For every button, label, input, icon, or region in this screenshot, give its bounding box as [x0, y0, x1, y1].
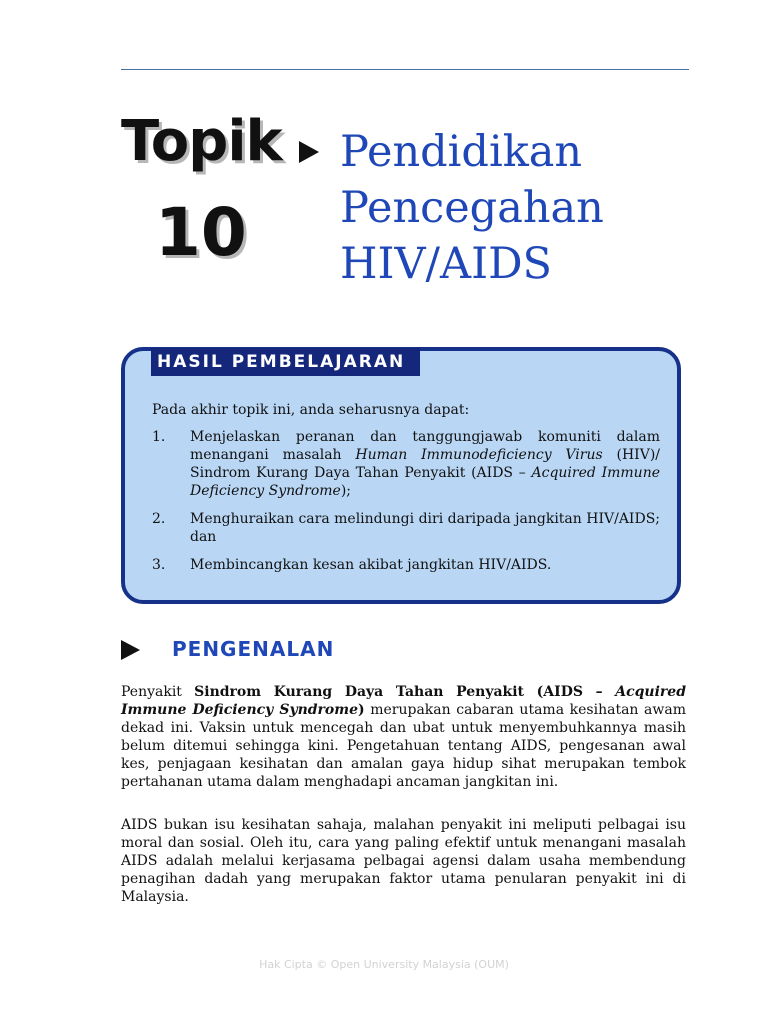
- outcome-text: Membincangkan kesan akibat jangkitan HIV/AIDS.: [190, 557, 552, 573]
- section-arrow-icon: [121, 640, 140, 660]
- outcome-item: [152, 510, 660, 546]
- outcome-item: [152, 428, 660, 500]
- outcome-text: Menjelaskan peranan dan tanggungjawab komuniti dalam menangani masalah: [190, 429, 660, 463]
- outcome-number: 1.: [152, 429, 166, 445]
- outcome-number: 2.: [152, 511, 166, 527]
- page-title: [340, 124, 740, 292]
- outcome-term-italic: Acquired Immune Deficiency Syndrome: [190, 465, 660, 499]
- outcome-text: (HIV)/ Sindrom Kurang Daya Tahan Penyakit (AIDS –: [190, 447, 660, 481]
- intro-paragraph-1: [121, 683, 686, 791]
- para1-lead: Penyakit: [121, 684, 195, 700]
- topic-number: 10: [155, 194, 247, 271]
- learning-outcomes-intro: Pada akhir topik ini, anda seharusnya dapat:: [152, 402, 470, 418]
- para1-bold-italic-term: Acquired Immune Deficiency Syndrome: [121, 684, 686, 718]
- title-line-2: Pencegahan: [340, 183, 604, 233]
- title-line-3: HIV/AIDS: [340, 239, 552, 289]
- outcome-item: [152, 556, 660, 574]
- para1-bold-close: ): [357, 702, 365, 718]
- outcome-number: 3.: [152, 557, 166, 573]
- title-arrow-icon: [299, 141, 319, 163]
- para1-body: merupakan cabaran utama kesihatan awam dekad ini. Vaksin untuk mencegah dan ubat untuk menyembuhkannya masih belum ditemui sehingga kini. Pengetahuan tentang AIDS, pengesanan awal kes, penjagaan kesihatan dan amalan gaya hidup sihat merupakan tembok pertahanan utama dalam menghadapi ancaman jangkitan ini.: [121, 702, 686, 790]
- outcome-text: Menghuraikan cara melindungi diri daripada jangkitan HIV/AIDS; dan: [190, 511, 660, 545]
- learning-outcomes-heading: HASIL PEMBELAJARAN: [151, 348, 420, 376]
- outcome-text: );: [340, 483, 352, 499]
- learning-outcomes-list: [152, 428, 660, 584]
- intro-paragraph-2: AIDS bukan isu kesihatan sahaja, malahan penyakit ini meliputi pelbagai isu moral dan sosial. Oleh itu, cara yang paling efektif untuk menangani masalah AIDS adalah melalui kerjasama pelbagai agensi dalam usaha membendung penagihan dadah yang merupakan faktor utama penularan penyakit ini di Malaysia.: [121, 817, 686, 905]
- topic-word: Topik: [121, 109, 282, 174]
- section-heading: PENGENALAN: [172, 637, 335, 661]
- copyright-footer: Hak Cipta © Open University Malaysia (OUM): [259, 958, 509, 971]
- para1-bold-term: Sindrom Kurang Daya Tahan Penyakit (AIDS –: [194, 684, 616, 700]
- outcome-term-italic: Human Immunodeficiency Virus: [355, 447, 603, 463]
- header-rule: [121, 69, 689, 70]
- title-line-1: Pendidikan: [340, 127, 583, 177]
- topic-badge: [121, 110, 287, 296]
